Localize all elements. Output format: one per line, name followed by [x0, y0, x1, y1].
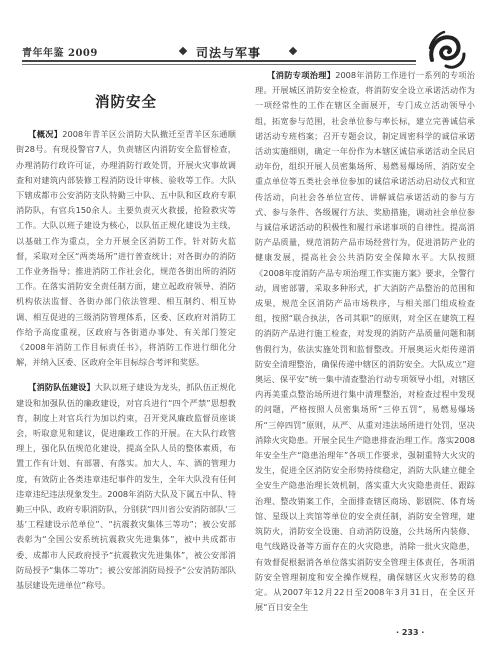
left-column: [16, 76, 236, 636]
paragraph-body: 2008年消防工作进行一系列的专项治理。开展城区消防安全检查，将消防安全设立承诺活动作为一项经常性的工作在辖区全面展开，专门成立活动领导小组，拓宽参与范围，社会单位参与率长标，建立完善诚信承诺活动专班档案；召开专题会议，制定周密科学的诚信承诺活动实施细则，确定一年份作为本辖区诚信承诺活动全民启动年份，组织开展人员密集场所、易燃易爆场所、消防安全重点单位等五类社会单位参加的诚信承诺活动启动仪式和宣传活动，向社会各单位宣传、讲解诚信承诺活动的参与方式、参与条件、各级履行方法、奖励措施，调动社会单位参与诚信承诺活动的积极性和履行承诺事项的自律性。提高消防产品质量，规范消防产品市场经营行为，促进消防产业的健康发展，提高社会公共消防安全保障水平。大队按照《2008年度消防产品专项治理工作实施方案》要求，全警行动，周密部署，采取多种形式，扩大消防产品整治的范围和成果，规范全区消防产品市场秩序，与相关部门组成检查组，按照“联合执法，各司其职”的原则，对全区在建筑工程的消防产品进行施工检查，对发现的消防产品质量问题和制售假行为，依法实施处罚和监督整改。开展奥运火炬传递消防安全清理整治，确保传递中辖区的消防安全。大队成立“迎奥运、保平安”统一集中清查整治行动专项领导小组，对辖区内再美重点整治场所进行集中清理整治，对检查过程中发现的问题，严格按照人员密集场所“三停五罚”，易燃易爆场所“三停四罚”原则，从严、从重对违法场所进行处罚，坚决消除火灾隐患。开展全民生产隐患排查治理工作。落实2008年安全生产“隐患治理年”各项工作要求，强制重特大火灾的发生，促进全区消防安全形势持续稳定，消防大队建立健全全安生产隐患治理长效机制，落实重大火灾隐患责任、跟踪治理、整改销案工作，全面排查辖区商场、影剧院、体育场馆、星级以上宾馆等单位的安全责任制，消防安全管理，建筑防火，消防安全设施、自动消防设施，公共场所内装修、电气线路设备等方面存在的火灾隐患，消除一批火灾隐患，有效督促根据消各单位落实消防安全管理主体责任，各项消防安全管理制度和安全操作规程，确保辖区火灾形势的稳定。从2007年12月22日至2008年3月31日，在全区开展“百日安全生: [255, 70, 475, 613]
paragraph-heading: 【消防队伍建设】: [28, 382, 95, 393]
article-title: 消防安全: [95, 95, 157, 111]
paragraph-body: 2008年青羊区公消防大队撤迁至青羊区东通顺街28号。有现役警官7人，负责辖区内消防安全监督检查，办理消防行政许可证，办理消防行政处罚，开展火灾事故调查和对建筑内部装修工程消防设计审核、验收等工作。大队下辖成都市公安消防支队特勤三中队、五中队和区政府专职消防队，有官兵150余人。主要负责灭火救援，抢险救灾等工作。大队以班子建设为核心，以队伍正规化建设为主线，以基础工作为重点，全力开展全区消防工作，针对防火监督，采取对全区“两类场所”进行普查统计；对各街办的消防工作业务指导；推进消防工作社会化，规范各街出所的消防工作。在落实消防安全责任制方面，建立起政府领导、消防机构依法监督、各街办部门依法管理、相互制约、相互协调、相互促进的三级消防管理体系，区委、区政府对消防工作给予高度重视，区政府与各街道办事处、有关部门签定《2008年消防工作目标责任书》，将消防工作进行细化分解，并纳入区委、区政府全年目标综合考评和奖惩。: [16, 129, 236, 368]
right-column: [255, 68, 475, 628]
paragraph-overview: [16, 127, 236, 370]
swirl-emblem-icon: [426, 26, 466, 74]
paragraph-team-building: [16, 380, 236, 593]
paragraph-special-governance: [255, 68, 475, 615]
yearbook-brand: 青年年鉴 2009: [22, 48, 98, 59]
header-rule: [22, 60, 416, 62]
diamond-left-icon: [179, 47, 187, 55]
diamond-right-icon: [289, 47, 297, 55]
page-header: [0, 0, 480, 60]
section-title: 司法与军事: [196, 46, 262, 60]
page-number: · 233 ·: [396, 628, 425, 637]
paragraph-heading: 【概况】: [28, 129, 63, 140]
paragraph-body: 大队以班子建设为龙头，抓队伍正规化建设和加强队伍的廉政建设，对官兵进行“四个严禁”思想教育，制度上对官兵行为加以约束，召开党风廉政监督员座谈会，听取意见和建议，促进廉政工作的开展。在大队行政管理上，强化队伍规范化建设，提高全队人员的整体素质，布置工作有计划、有部署、有落实。加大人、车、酒的管理力度，有效防止各类违章违纪事件的发生，全年大队没有任何违章违纪违法现象发生。2008年消防大队及下属五中队、特勤三中队、政府专职消防队，分别获“四川省公安消防部队‘三基’工程建设示范单位”、“抗震救灾集体三等功”；被公安部表彰为“全国公安系统抗震救灾先进集体”，被中共成都市委、成都市人民政府授予“抗震救灾先进集体”，被公安部消防局授予“集体二等功”；被公安部消防局授予“公安消防部队基层建设先进单位”称号。: [16, 382, 236, 591]
header-rule-thin: [22, 64, 416, 65]
paragraph-heading: 【消防专项治理】: [267, 70, 336, 80]
